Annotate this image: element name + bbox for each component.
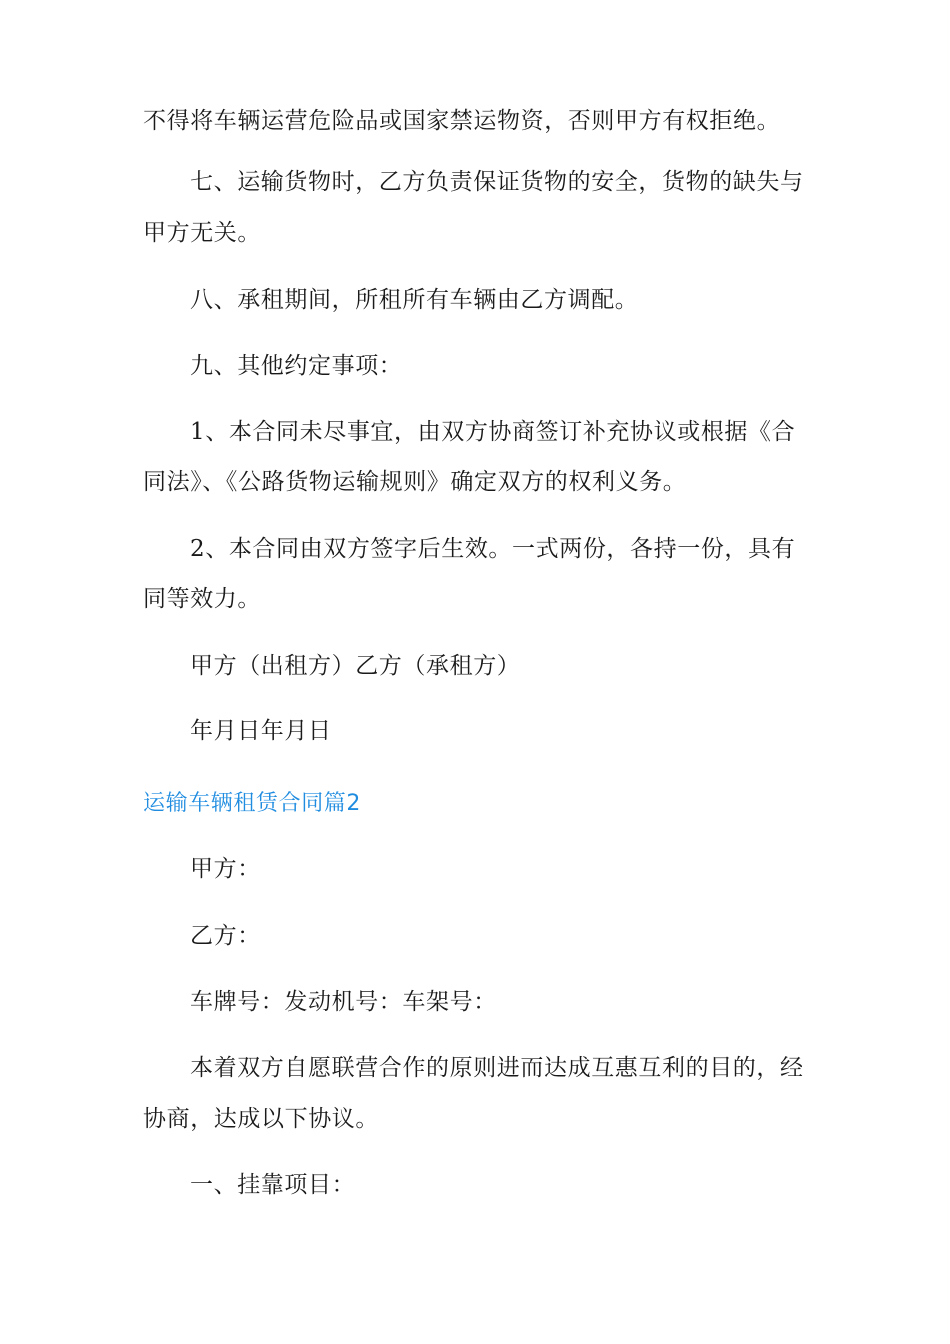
text-line: 一、挂靠项目： — [190, 1172, 356, 1198]
text-line: 2、本合同由双方签字后生效。一式两份，各持一份，具有 — [190, 536, 796, 562]
text-line: 协商，达成以下协议。 — [143, 1106, 379, 1132]
text-line: 不得将车辆运营危险品或国家禁运物资，否则甲方有权拒绝。 — [143, 108, 781, 134]
text-line: 甲方无关。 — [143, 220, 261, 246]
text-line: 甲方（出租方）乙方（承租方） — [190, 653, 521, 679]
text-line: 乙方： — [190, 923, 261, 949]
text-line: 七、运输货物时，乙方负责保证货物的安全，货物的缺失与 — [190, 169, 804, 195]
text-line: 甲方： — [190, 856, 261, 882]
text-line: 车牌号：发动机号：车架号： — [190, 989, 497, 1015]
text-line: 同法》、《公路货物运输规则》确定双方的权利义务。 — [143, 469, 687, 495]
text-line: 九、其他约定事项： — [190, 353, 403, 379]
text-line: 本着双方自愿联营合作的原则进而达成互惠互利的目的，经 — [190, 1055, 804, 1081]
text-line: 同等效力。 — [143, 586, 261, 612]
section-heading: 运输车辆租赁合同篇2 — [143, 791, 361, 816]
text-line: 1、本合同未尽事宜，由双方协商签订补充协议或根据《合 — [190, 419, 796, 445]
text-line: 年月日年月日 — [190, 718, 332, 744]
text-line: 八、承租期间，所租所有车辆由乙方调配。 — [190, 287, 639, 313]
